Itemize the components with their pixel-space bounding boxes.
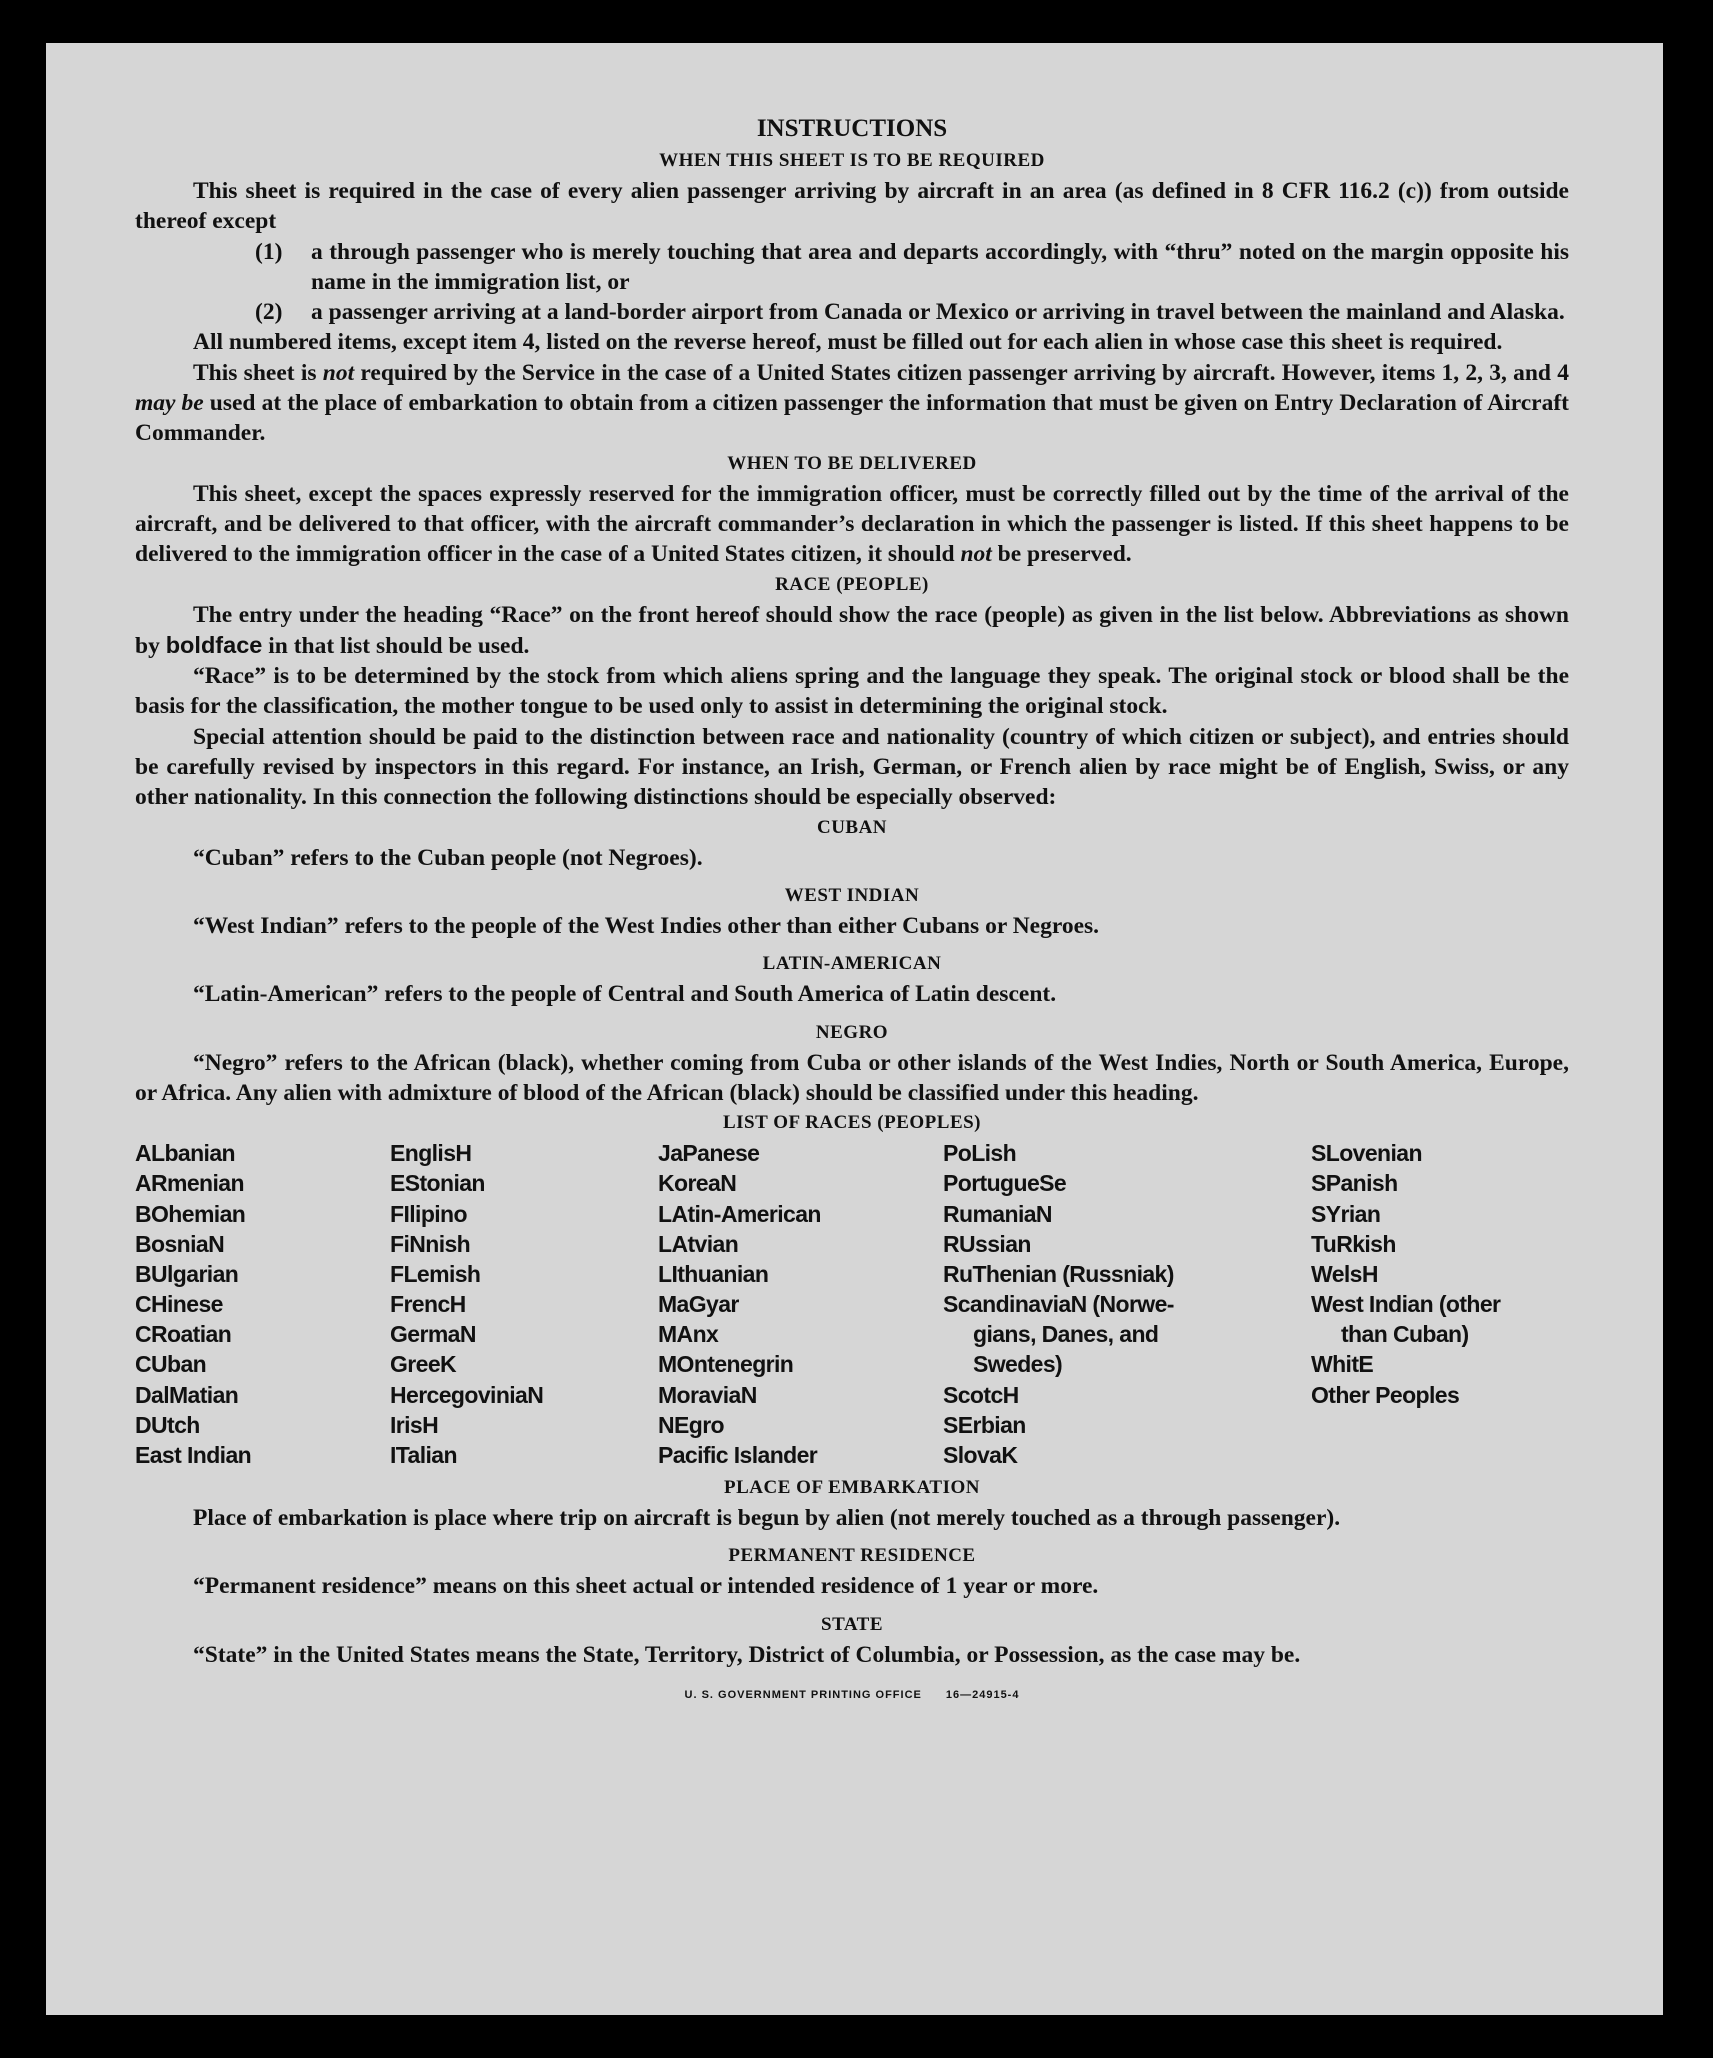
race-entry: CRoatian [135, 1321, 232, 1348]
race-entry: WelsH [1311, 1260, 1378, 1287]
race-entry: FiNnish [390, 1230, 471, 1257]
race-entry: MAnx [658, 1321, 719, 1348]
race-entry: GreeK [390, 1351, 457, 1378]
paragraph [135, 358, 1569, 449]
race-entry: WhitE [1311, 1351, 1374, 1378]
printer-name: U. S. GOVERNMENT PRINTING OFFICE [684, 1689, 922, 1702]
race-entry: ScandinaviaN (Norwe- [943, 1291, 1174, 1318]
race-entry: CHinese [135, 1291, 223, 1318]
section-heading: PERMANENT RESIDENCE [728, 1545, 976, 1567]
text: required by the Service in the case of a United States citizen passenger arriving by aircraft. However, items 1, 2, 3, and 4 [354, 359, 1570, 386]
emphasis: not [960, 541, 992, 568]
race-entry: PoLish [943, 1140, 1017, 1167]
section-heading: LATIN-AMERICAN [762, 953, 942, 975]
race-entry: BosniaN [135, 1230, 225, 1257]
race-entry: ITalian [390, 1442, 457, 1468]
race-entry: CUban [135, 1351, 207, 1378]
text: This sheet, except the spaces expressly reserved for the immigration officer, must be correctly filled out by the time of the arrival of the aircraft, and be delivered to that officer, with the aircraft commander’s declaration in which the passenger is listed. If this sheet happens to be delivered to the immigration officer in the case of a United States citizen, it should [135, 480, 1569, 568]
list-item [255, 237, 1569, 298]
race-entry: BOhemian [135, 1200, 246, 1227]
emphasis: may be [135, 390, 204, 417]
race-entry: West Indian (other [1311, 1291, 1501, 1318]
races-column [1311, 1138, 1571, 1410]
race-entry: LAtvian [658, 1230, 739, 1257]
paragraph: “Negro” refers to the African (black), whether coming from Cuba or other islands of the West Indies, North or South America, Europe, or Africa. Any alien with admixture of blood of the African (black) should be classified under this heading. [135, 1049, 1569, 1106]
race-entry: East Indian [135, 1442, 252, 1468]
text: used at the place of embarkation to obtain from a citizen passenger the information that must be given on Entry Declaration of Aircraft Commander. [135, 390, 1569, 447]
paragraph: “Cuban” refers to the Cuban people (not Negroes). [193, 844, 703, 871]
paragraph: All numbered items, except item 4, listed on the reverse hereof, must be filled out for each alien in whose case this sheet is required. [193, 329, 1503, 356]
section-heading: NEGRO [815, 1021, 889, 1043]
race-entry: SPanish [1311, 1170, 1398, 1197]
section-heading: WHEN TO BE DELIVERED [727, 452, 977, 474]
race-entry: GermaN [390, 1321, 476, 1348]
section-heading: PLACE OF EMBARKATION [724, 1477, 980, 1499]
race-entry: ScotcH [943, 1381, 1019, 1408]
printer-footer [135, 1680, 1569, 1710]
paragraph: “Race” is to be determined by the stock from which aliens spring and the language they speak. The original stock or blood shall be the basis for the classification, the mother tongue to be used only to assist in determining the original stock. [135, 663, 1569, 720]
item-number: (1) [255, 238, 283, 265]
race-entry: LAtin-American [658, 1200, 821, 1227]
race-entry: FLemish [390, 1260, 481, 1287]
section-heading: CUBAN [816, 816, 888, 838]
races-column [390, 1138, 543, 1470]
races-column [943, 1138, 1233, 1470]
text: in that list should be used. [262, 632, 530, 659]
race-entry: SlovaK [943, 1442, 1018, 1468]
race-entry: EStonian [390, 1170, 485, 1197]
list-item [255, 297, 1569, 327]
paragraph: “West Indian” refers to the people of the West Indies other than either Cubans or Negroes. [193, 912, 1100, 939]
paragraph: “Latin-American” refers to the people of Central and South America of Latin descent. [193, 981, 1057, 1008]
paragraph: Special attention should be paid to the distinction between race and nationality (country of which citizen or subject), and entries should be carefully revised by inspectors in this regard. For instance, an Irish, German, or French alien by race might be of English, Swiss, or any other nationality. In this connection the following distinctions should be especially observed: [135, 723, 1569, 811]
emphasis: not [322, 359, 355, 386]
race-entry: HercegoviniaN [390, 1381, 544, 1408]
race-entry: MOntenegrin [658, 1351, 794, 1378]
text: be preserved. [991, 541, 1132, 568]
paragraph [135, 479, 1569, 570]
race-entry: PortugueSe [943, 1170, 1067, 1197]
race-entry: Swedes) [973, 1351, 1063, 1378]
paragraph: “Permanent residence” means on this sheet actual or intended residence of 1 year or more. [193, 1573, 1099, 1600]
race-entry: SYrian [1311, 1200, 1381, 1227]
instructions-text [135, 112, 1569, 1710]
form-code: 16—24915-4 [945, 1689, 1020, 1702]
boldface-word: boldface [165, 631, 263, 658]
race-entry: RUssian [943, 1230, 1031, 1257]
item-text: a passenger arriving at a land-border airport from Canada or Mexico or arriving in travel between the mainland and Alaska. [311, 299, 1565, 326]
race-entry: Pacific Islander [658, 1442, 818, 1468]
race-entry: NEgro [658, 1411, 725, 1438]
paragraph [135, 600, 1569, 662]
race-entry: Other Peoples [1311, 1381, 1460, 1408]
races-list [135, 1138, 1569, 1473]
paragraph: This sheet is required in the case of every alien passenger arriving by aircraft in an area (as defined in 8 CFR 116.2 (c)) from outside thereof except [135, 178, 1569, 235]
race-entry: gians, Danes, and [973, 1321, 1159, 1348]
text: This sheet is [193, 359, 323, 386]
race-entry: than Cuban) [1341, 1321, 1469, 1348]
race-entry: ALbanian [135, 1140, 235, 1167]
paragraph: “State” in the United States means the State, Territory, District of Columbia, or Possession, as the case may be. [193, 1641, 1301, 1668]
race-entry: IrisH [390, 1411, 439, 1438]
section-heading: STATE [821, 1613, 883, 1635]
item-number: (2) [255, 299, 283, 326]
text: The entry under the heading “Race” on the front hereof should show the race (people) as given in the list below. Abbreviations as shown by [135, 601, 1569, 659]
race-entry: FIlipino [390, 1200, 467, 1227]
race-entry: SLovenian [1311, 1140, 1422, 1167]
race-entry: EnglisH [390, 1140, 472, 1167]
section-heading: LIST OF RACES (PEOPLES) [722, 1112, 982, 1134]
races-column [135, 1138, 251, 1470]
section-heading: WHEN THIS SHEET IS TO BE REQUIRED [659, 150, 1045, 171]
race-entry: MaGyar [658, 1291, 739, 1318]
race-entry: MoraviaN [658, 1381, 757, 1408]
race-entry: SErbian [943, 1411, 1026, 1438]
section-heading: RACE (PEOPLE) [775, 573, 929, 595]
page-title: INSTRUCTIONS [756, 115, 948, 142]
race-entry: DUtch [135, 1411, 200, 1438]
item-text: a through passenger who is merely touching that area and departs accordingly, with “thru” noted on the margin opposite his name in the immigration list, or [311, 238, 1569, 295]
section-heading: WEST INDIAN [784, 884, 920, 906]
race-entry: RuThenian (Russniak) [943, 1260, 1174, 1287]
race-entry: KoreaN [658, 1170, 737, 1197]
race-entry: ARmenian [135, 1170, 244, 1197]
race-entry: TuRkish [1311, 1230, 1396, 1257]
race-entry: RumaniaN [943, 1200, 1052, 1227]
paragraph: Place of embarkation is place where trip on aircraft is begun by alien (not merely touched as a through passenger). [193, 1505, 1341, 1532]
race-entry: BUlgarian [135, 1260, 239, 1287]
race-entry: DalMatian [135, 1381, 239, 1408]
race-entry: FrencH [390, 1291, 466, 1318]
races-column [658, 1138, 821, 1470]
race-entry: JaPanese [658, 1140, 760, 1167]
race-entry: LIthuanian [658, 1260, 769, 1287]
